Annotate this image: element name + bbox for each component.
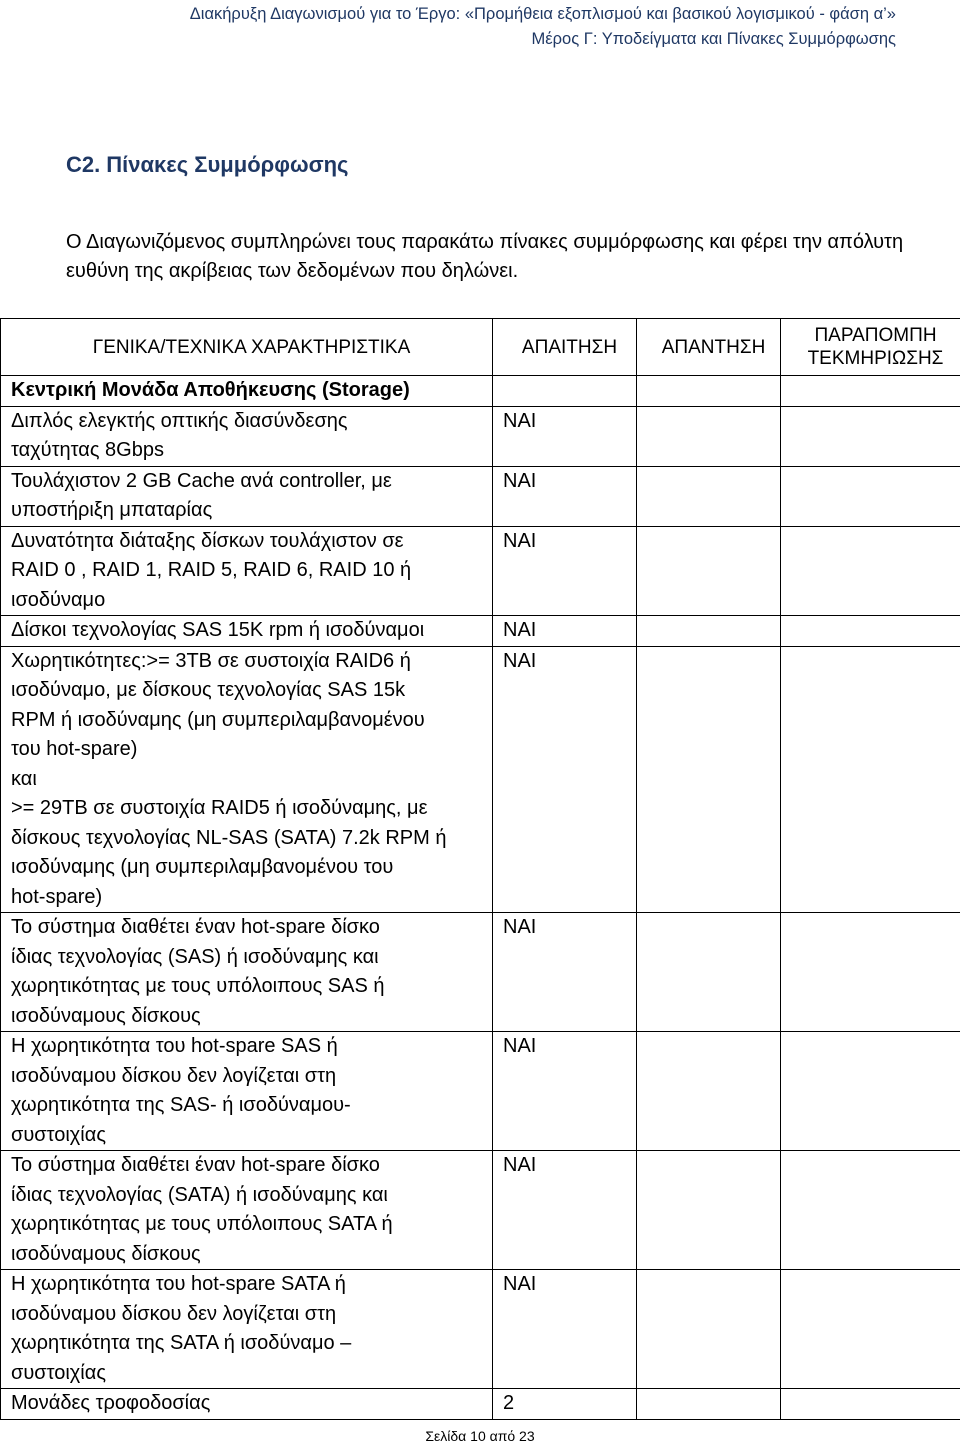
feature-text-line: ταχύτητας 8Gbps xyxy=(11,439,164,461)
compliance-table xyxy=(0,318,960,1420)
answer-cell[interactable] xyxy=(637,646,781,913)
intro-paragraph: Ο Διαγωνιζόμενος συμπληρώνει τους παρακάτω πίνακες συμμόρφωσης και φέρει την απόλυτη ευθύνη της ακρίβειας των δεδομένων που δηλώνει. xyxy=(66,231,904,282)
table-row xyxy=(1,1151,960,1270)
header-answer: ΑΠΑΝΤΗΣΗ xyxy=(637,319,781,376)
feature-text-line: ισοδύναμους δίσκους xyxy=(11,1004,201,1027)
feature-cell xyxy=(1,1151,493,1270)
feature-text-line: ισοδύναμου δίσκου δεν λογίζεται στη xyxy=(11,1064,337,1087)
table-body xyxy=(1,376,960,1420)
section-row-requirement-cell xyxy=(493,376,637,407)
answer-cell[interactable] xyxy=(637,1151,781,1270)
requirement-cell: ΝΑΙ xyxy=(493,466,637,526)
section-title: Πίνακες Συμμόρφωσης xyxy=(106,152,349,177)
table-row xyxy=(1,1389,960,1420)
feature-text-line: ισοδύναμο, με δίσκους τεχνολογίας SAS 15k xyxy=(11,679,406,701)
feature-text-line: Η χωρητικότητα του hot-spare SAS ή xyxy=(11,1035,338,1057)
feature-text-line: Η χωρητικότητα του hot-spare SATA ή xyxy=(11,1273,346,1295)
feature-text-line: συστοιχίας xyxy=(11,1123,106,1146)
feature-cell xyxy=(1,616,493,647)
table-row xyxy=(1,406,960,466)
reference-cell[interactable] xyxy=(781,406,960,466)
feature-cell xyxy=(1,913,493,1032)
section-row-reference-cell[interactable] xyxy=(781,376,960,407)
table-row xyxy=(1,526,960,616)
feature-cell xyxy=(1,1389,493,1420)
table-row xyxy=(1,616,960,647)
requirement-cell: ΝΑΙ xyxy=(493,1151,637,1270)
answer-cell[interactable] xyxy=(637,406,781,466)
answer-cell[interactable] xyxy=(637,616,781,647)
feature-text-line: χωρητικότητας με τους υπόλοιπους SAS ή xyxy=(11,975,385,997)
requirement-cell: ΝΑΙ xyxy=(493,1270,637,1389)
table-row xyxy=(1,466,960,526)
document-header xyxy=(190,2,896,52)
feature-cell xyxy=(1,1270,493,1389)
section-number: C2. xyxy=(66,152,101,177)
reference-cell[interactable] xyxy=(781,1270,960,1389)
feature-text-line: RAID 0 , RAID 1, RAID 5, RAID 6, RAID 10 ή xyxy=(11,559,412,581)
feature-text-line: Χωρητικότητες:>= 3TB σε συστοιχία RAID6 ή xyxy=(11,649,411,672)
section-heading xyxy=(66,152,349,178)
feature-text-line: συστοιχίας xyxy=(11,1361,106,1384)
header-line-2: Μέρος Γ: Υποδείγματα και Πίνακες Συμμόρφωσης xyxy=(531,30,896,48)
reference-cell[interactable] xyxy=(781,646,960,913)
feature-text-line: ισοδύναμο xyxy=(11,588,106,611)
header-reference: ΠΑΡΑΠΟΜΠΗ ΤΕΚΜΗΡΙΩΣΗΣ xyxy=(781,319,960,376)
feature-text-line: ίδιας τεχνολογίας (SAS) ή ισοδύναμης και xyxy=(11,945,379,968)
answer-cell[interactable] xyxy=(637,526,781,616)
feature-text-line: RPM ή ισοδύναμης (μη συμπεριλαμβανομένου xyxy=(11,708,425,731)
feature-text-line: του hot-spare) xyxy=(11,738,138,760)
reference-cell[interactable] xyxy=(781,1032,960,1151)
header-features: ΓΕΝΙΚΑ/ΤΕΧΝΙΚΑ ΧΑΡΑΚΤΗΡΙΣΤΙΚΑ xyxy=(1,319,493,376)
feature-text-line: Το σύστημα διαθέτει έναν hot-spare δίσκο xyxy=(11,1154,380,1176)
header-line-1: Διακήρυξη Διαγωνισμού για το Έργο: «Προμήθεια εξοπλισμού και βασικού λογισμικού - φάση α’» xyxy=(189,5,896,23)
answer-cell[interactable] xyxy=(637,466,781,526)
section-row xyxy=(1,376,960,407)
feature-cell xyxy=(1,526,493,616)
feature-text-line: Δυνατότητα διάταξης δίσκων τουλάχιστον σε xyxy=(11,529,404,552)
requirement-cell: ΝΑΙ xyxy=(493,646,637,913)
reference-cell[interactable] xyxy=(781,1389,960,1420)
feature-cell xyxy=(1,1032,493,1151)
requirement-cell: ΝΑΙ xyxy=(493,526,637,616)
requirement-cell: 2 xyxy=(493,1389,637,1420)
feature-text-line: υποστήριξη μπαταρίας xyxy=(11,499,213,521)
feature-text-line: χωρητικότητα της SAS- ή ισοδύναμου- xyxy=(11,1094,351,1116)
feature-text-line: ισοδύναμης (μη συμπεριλαμβανομένου του xyxy=(11,856,394,878)
feature-text-line: hot-spare) xyxy=(11,885,103,908)
answer-cell[interactable] xyxy=(637,913,781,1032)
feature-cell xyxy=(1,466,493,526)
reference-cell[interactable] xyxy=(781,526,960,616)
table-row xyxy=(1,1270,960,1389)
feature-text-line: και xyxy=(11,767,37,790)
feature-text-line: χωρητικότητας με τους υπόλοιπους SATA ή xyxy=(11,1213,393,1235)
feature-text-line: Τουλάχιστον 2 GB Cache ανά controller, με xyxy=(11,469,392,492)
feature-cell xyxy=(1,646,493,913)
table-row xyxy=(1,1032,960,1151)
header-requirement: ΑΠΑΙΤΗΣΗ xyxy=(493,319,637,376)
feature-text-line: Μονάδες τροφοδοσίας xyxy=(11,1392,211,1414)
section-row-label: Κεντρική Μονάδα Αποθήκευσης (Storage) xyxy=(1,376,493,407)
feature-text-line: Το σύστημα διαθέτει έναν hot-spare δίσκο xyxy=(11,916,380,938)
requirement-cell: ΝΑΙ xyxy=(493,616,637,647)
feature-text-line: >= 29TB σε συστοιχία RAID5 ή ισοδύναμης, με xyxy=(11,797,428,819)
page-number: Σελίδα 10 από 23 xyxy=(425,1428,535,1444)
table-header-row xyxy=(1,319,960,376)
requirement-cell: ΝΑΙ xyxy=(493,406,637,466)
feature-text-line: χωρητικότητα της SATA ή ισοδύναμο – xyxy=(11,1332,352,1354)
feature-text-line: Διπλός ελεγκτής οπτικής διασύνδεσης xyxy=(11,409,348,432)
answer-cell[interactable] xyxy=(637,1389,781,1420)
reference-cell[interactable] xyxy=(781,466,960,526)
answer-cell[interactable] xyxy=(637,1032,781,1151)
requirement-cell: ΝΑΙ xyxy=(493,913,637,1032)
feature-text-line: ίδιας τεχνολογίας (SATA) ή ισοδύναμης και xyxy=(11,1183,388,1206)
feature-text-line: ισοδύναμου δίσκου δεν λογίζεται στη xyxy=(11,1302,337,1325)
reference-cell[interactable] xyxy=(781,1151,960,1270)
section-row-answer-cell[interactable] xyxy=(637,376,781,407)
table-row xyxy=(1,913,960,1032)
feature-cell xyxy=(1,406,493,466)
table-row xyxy=(1,646,960,913)
requirement-cell: ΝΑΙ xyxy=(493,1032,637,1151)
feature-text-line: ισοδύναμους δίσκους xyxy=(11,1242,201,1265)
answer-cell[interactable] xyxy=(637,1270,781,1389)
feature-text-line: Δίσκοι τεχνολογίας SAS 15K rpm ή ισοδύναμοι xyxy=(11,619,425,641)
reference-cell[interactable] xyxy=(781,913,960,1032)
feature-text-line: δίσκους τεχνολογίας NL-SAS (SATA) 7.2k RPM ή xyxy=(11,826,447,849)
reference-cell[interactable] xyxy=(781,616,960,647)
